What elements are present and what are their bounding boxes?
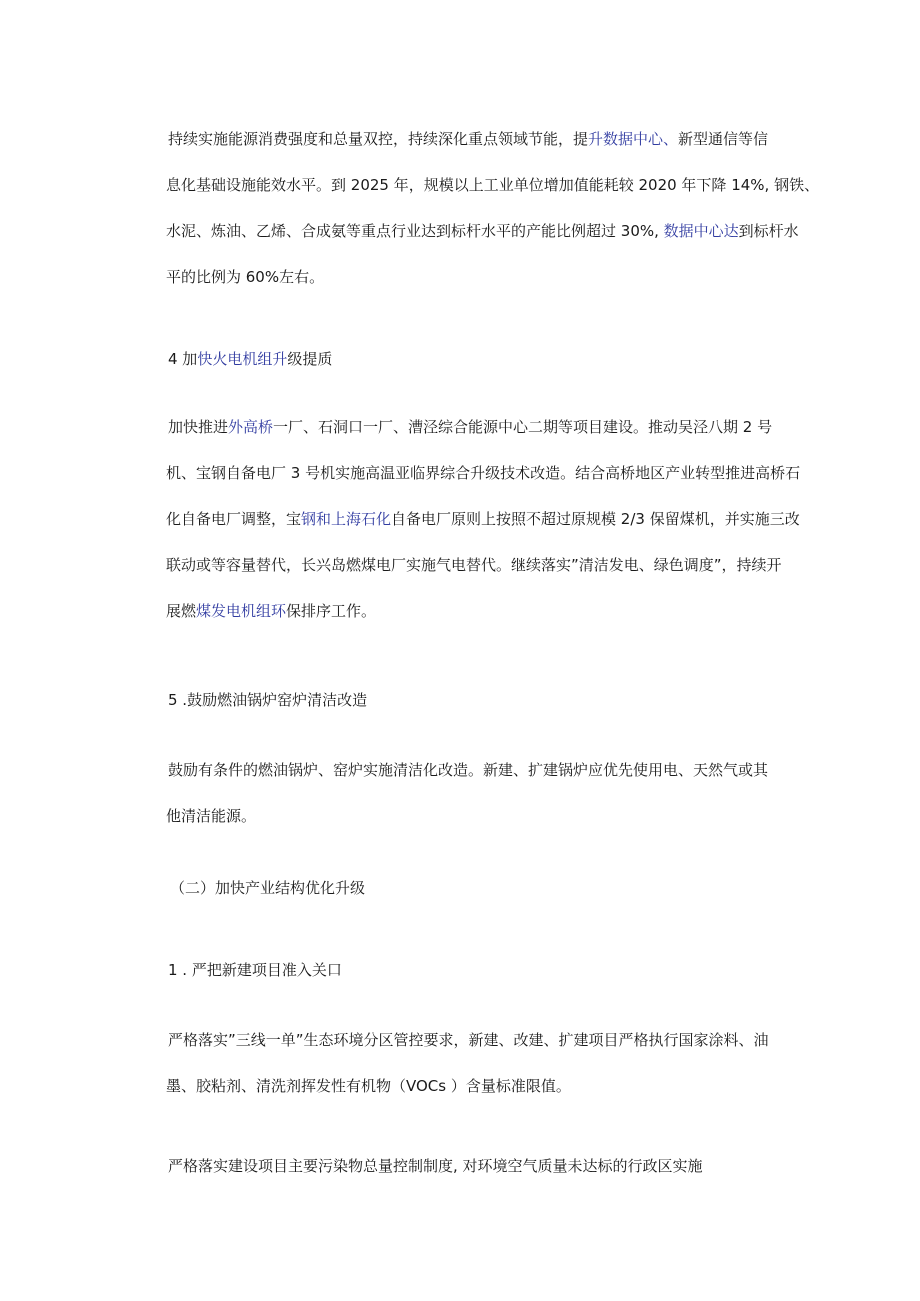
heading-5-text: 5 .鼓励燃油锅炉窑炉清洁改造	[168, 691, 368, 709]
text-segment: 机、宝钢自备电厂 3 号机实施高温亚临界综合升级技术改造。结合高桥地区产业转型推进高桥石	[166, 464, 801, 482]
heading-4-prefix: 4 加	[168, 350, 198, 368]
text-segment: 严格落实”三线一单”生态环境分区管控要求，新建、改建、扩建项目严格执行国家涂料、油	[168, 1031, 769, 1049]
text-segment: 联动或等容量替代，长兴岛燃煤电厂实施气电替代。继续落实”清洁发电、绿色调度”，持续开	[166, 556, 782, 574]
text-segment: 保排序工作。	[286, 602, 377, 620]
text-segment: 鼓励有条件的燃油锅炉、窑炉实施清洁化改造。新建、扩建锅炉应优先使用电、天然气或其	[168, 761, 769, 779]
paragraph-line	[168, 404, 788, 450]
text-segment: 持续实施能源消费强度和总量双控，持续深化重点领域节能，提	[168, 130, 589, 148]
paragraph-boiler-cleaning	[168, 747, 788, 839]
paragraph-line	[166, 1063, 788, 1109]
heading-4-suffix: 级提质	[287, 350, 333, 368]
heading-1-text: 1 . 严把新建项目准入关口	[168, 961, 342, 979]
text-segment: 化自备电厂调整，宝	[166, 510, 302, 528]
paragraph-line	[166, 793, 788, 839]
text-segment: 加快推进	[168, 418, 229, 436]
heading-part-2-text: （二）加快产业结构优化升级	[170, 879, 366, 897]
paragraph-line	[166, 542, 788, 588]
paragraph-line	[168, 747, 788, 793]
highlighted-term[interactable]: 钢和上海石化	[301, 510, 392, 528]
text-segment: 平的比例为 60%左右。	[166, 268, 325, 286]
heading-part-2	[170, 877, 365, 899]
text-segment: 新型通信等信	[678, 130, 769, 148]
paragraph-three-lines-one-list	[168, 1017, 788, 1109]
text-segment: 墨、胶粘剂、清洗剂挥发性有机物（VOCs ）含量标准限值。	[166, 1077, 571, 1095]
text-segment: 水泥、炼油、乙烯、合成氨等重点行业达到标杆水平的产能比例超过 30%,	[166, 222, 664, 240]
heading-1-project-access	[168, 959, 342, 981]
highlighted-term[interactable]: 外高桥	[228, 418, 274, 436]
paragraph-line	[166, 496, 800, 542]
text-segment: 息化基础设施能效水平。到 2025 年，规模以上工业单位增加值能耗较 2020 年下降 14%, 钢铁、	[166, 176, 820, 194]
heading-4-thermal-power-upgrade	[168, 348, 332, 370]
text-segment: 一厂、石洞口一厂、漕泾综合能源中心二期等项目建设。推动吴泾八期 2 号	[273, 418, 773, 436]
paragraph-line	[168, 1143, 788, 1189]
text-segment: 他清洁能源。	[166, 807, 257, 825]
heading-5-boiler-kiln	[168, 689, 367, 711]
paragraph-line	[166, 162, 820, 208]
text-segment: 到标杆水	[738, 222, 799, 240]
highlighted-term[interactable]: 煤发电机组环	[196, 602, 287, 620]
paragraph-energy-control	[166, 116, 820, 300]
paragraph-line	[168, 116, 788, 162]
paragraph-line	[168, 1017, 788, 1063]
paragraph-line	[166, 450, 801, 496]
paragraph-line	[166, 208, 799, 254]
text-segment: 展燃	[166, 602, 197, 620]
paragraph-thermal-power-projects	[166, 404, 801, 634]
highlighted-term[interactable]: 数据中心达	[663, 222, 739, 240]
text-segment: 严格落实建设项目主要污染物总量控制制度, 对环境空气质量未达标的行政区实施	[168, 1157, 703, 1175]
text-segment: 自备电厂原则上按照不超过原规模 2/3 保留煤机，并实施三改	[391, 510, 800, 528]
paragraph-line	[166, 254, 788, 300]
heading-4-highlight[interactable]: 快火电机组升	[197, 350, 288, 368]
paragraph-line	[166, 588, 788, 634]
highlighted-term[interactable]: 升数据中心、	[588, 130, 679, 148]
paragraph-pollutant-control	[168, 1143, 788, 1189]
